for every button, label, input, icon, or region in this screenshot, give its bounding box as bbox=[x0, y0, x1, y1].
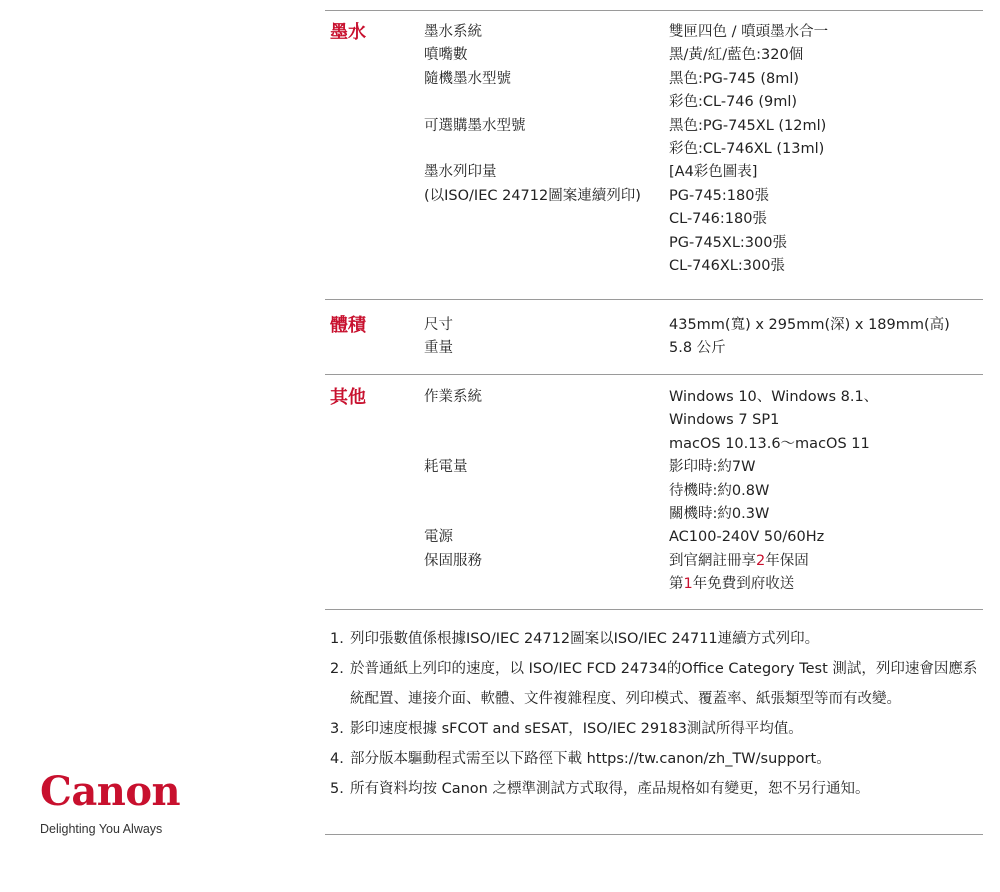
spec-label: 作業系統 bbox=[424, 389, 482, 405]
footnote-number: 2. bbox=[330, 661, 344, 677]
spec-value: macOS 10.13.6～macOS 11 bbox=[669, 435, 870, 452]
delivery-value bbox=[669, 573, 878, 596]
spec-label: (以ISO/IEC 24712圖案連續列印) bbox=[424, 187, 641, 204]
divider-notes bbox=[325, 609, 983, 610]
divider-top bbox=[325, 10, 983, 11]
footnote-item bbox=[330, 654, 980, 714]
spec-value: 黑色:PG-745XL (12ml) bbox=[669, 117, 827, 134]
spec-label bbox=[424, 409, 482, 432]
ink-labels bbox=[424, 21, 641, 208]
footnote-number: 4. bbox=[330, 751, 344, 767]
spec-label: 電源 bbox=[424, 529, 453, 546]
spec-value: 關機時:約0.3W bbox=[669, 505, 770, 522]
spec-label: 重量 bbox=[424, 340, 453, 357]
canon-logo-wordmark: Canon bbox=[40, 768, 181, 815]
spec-value: Windows 10、Windows 8.1、 bbox=[669, 389, 879, 405]
footnote-item bbox=[330, 744, 980, 774]
section-title-other: 其他 bbox=[330, 387, 366, 408]
spec-label bbox=[424, 480, 482, 503]
spec-value: CL-746XL:300張 bbox=[669, 257, 785, 274]
footnote-text: 所有資料均按 Canon 之標準測試方式取得，產品規格如有變更，恕不另行通知。 bbox=[350, 781, 870, 797]
spec-value: 彩色:CL-746 (9ml) bbox=[669, 94, 798, 111]
spec-value: 435mm(寬) x 295mm(深) x 189mm(高) bbox=[669, 317, 950, 333]
delivery-text-end: 年免費到府收送 bbox=[692, 576, 795, 593]
spec-value: CL-746:180張 bbox=[669, 211, 767, 228]
warranty-text: 到官網註冊享 bbox=[669, 552, 756, 569]
brand-tagline: Delighting You Always bbox=[40, 822, 163, 836]
divider-bottom bbox=[325, 834, 983, 835]
footnote-item bbox=[330, 624, 980, 654]
canon-logo bbox=[40, 768, 180, 836]
spec-value: AC100-240V 50/60Hz bbox=[669, 529, 825, 546]
spec-value: PG-745XL:300張 bbox=[669, 234, 787, 251]
spec-value: 影印時:約7W bbox=[669, 459, 756, 476]
other-labels bbox=[424, 386, 482, 573]
spec-label: 墨水系統 bbox=[424, 24, 482, 40]
other-values bbox=[669, 386, 878, 597]
spec-label: 可選購墨水型號 bbox=[424, 117, 526, 134]
volume-values bbox=[669, 314, 950, 361]
warranty-years: 2 bbox=[756, 552, 766, 569]
divider-other bbox=[325, 374, 983, 375]
footnote-item bbox=[330, 774, 980, 804]
spec-value: [A4彩色圖表] bbox=[669, 164, 758, 181]
footnote-number: 3. bbox=[330, 721, 344, 737]
warranty-value bbox=[669, 550, 878, 573]
spec-value: 雙匣四色 / 噴頭墨水合一 bbox=[669, 24, 829, 40]
spec-value: 5.8 公斤 bbox=[669, 340, 726, 357]
delivery-text: 第 bbox=[669, 576, 684, 593]
spec-label bbox=[424, 433, 482, 456]
section-title-ink: 墨水 bbox=[330, 22, 366, 43]
spec-label: 尺寸 bbox=[424, 317, 453, 333]
divider-volume bbox=[325, 299, 983, 300]
spec-value: 待機時:約0.8W bbox=[669, 482, 770, 499]
footnote-text: 部分版本驅動程式需至以下路徑下載 https://tw.canon/zh_TW/support。 bbox=[350, 751, 831, 767]
section-title-volume: 體積 bbox=[330, 315, 366, 336]
footnote-item bbox=[330, 714, 980, 744]
footnote-text: 列印張數值係根據ISO/IEC 24712圖案以ISO/IEC 24711連續方式列印。 bbox=[350, 631, 820, 647]
ink-values bbox=[669, 21, 828, 278]
spec-value: PG-745:180張 bbox=[669, 187, 769, 204]
spec-value: Windows 7 SP1 bbox=[669, 412, 780, 429]
footnote-text: 影印速度根據 sFCOT and sESAT，ISO/IEC 29183測試所得平均值。 bbox=[350, 721, 803, 737]
warranty-text-end: 年保固 bbox=[765, 552, 809, 569]
spec-label: 保固服務 bbox=[424, 552, 482, 569]
spec-label: 噴嘴數 bbox=[424, 47, 468, 64]
spec-value: 黑色:PG-745 (8ml) bbox=[669, 70, 800, 87]
footnote-text: 於普通紙上列印的速度，以 ISO/IEC FCD 24734的Office Category Test 測試，列印速會因應系統配置、連接介面、軟體、文件複雜程度、列印模式、覆蓋率、紙張類型等而有改變。 bbox=[350, 661, 978, 707]
footnotes bbox=[330, 624, 980, 804]
volume-labels bbox=[424, 314, 453, 361]
spec-label bbox=[424, 138, 641, 161]
spec-label: 墨水列印量 bbox=[424, 164, 497, 181]
delivery-year: 1 bbox=[683, 576, 693, 593]
spec-label bbox=[424, 503, 482, 526]
spec-value: 彩色:CL-746XL (13ml) bbox=[669, 140, 825, 157]
spec-label: 耗電量 bbox=[424, 459, 468, 476]
footnote-number: 1. bbox=[330, 631, 344, 647]
spec-label: 隨機墨水型號 bbox=[424, 70, 511, 87]
footnote-number: 5. bbox=[330, 781, 344, 797]
spec-value: 黑/黃/紅/藍色:320個 bbox=[669, 47, 804, 64]
spec-label bbox=[424, 91, 641, 114]
